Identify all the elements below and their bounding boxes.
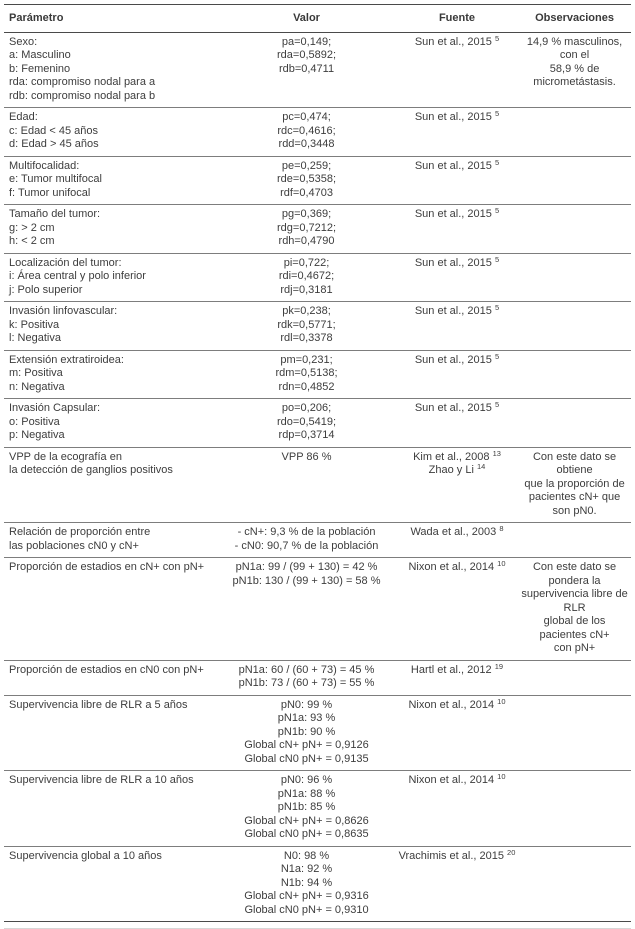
citation-text: Nixon et al., 2014 (408, 561, 495, 573)
citation-text: Sun et al., 2015 (414, 402, 492, 414)
text-line: pN1b: 73 / (60 + 73) = 55 % (238, 677, 375, 689)
text-line: pN1b: 130 / (99 + 130) = 58 % (232, 574, 381, 587)
citation (398, 157, 516, 174)
text-line: rdd=0,3448 (278, 138, 335, 150)
text-line: N1b: 94 % (280, 876, 333, 889)
citation-text: Sun et al., 2015 (414, 111, 492, 123)
text-line: d: Edad > 45 años (9, 138, 99, 150)
fuente-cell (396, 558, 518, 661)
fuente-cell (396, 156, 518, 205)
column-header-fuente: Fuente (396, 5, 518, 33)
column-header-observaciones: Observaciones (518, 5, 631, 33)
text-line: rda=0,5892; (277, 49, 337, 61)
observaciones-cell (518, 660, 631, 695)
observaciones-cell (518, 302, 631, 351)
citation (398, 402, 516, 416)
text-line: Relación de proporción entre (9, 526, 151, 538)
citation-text: Wada et al., 2003 (410, 526, 497, 538)
citation (398, 208, 516, 222)
text-line: j: Polo superior (9, 283, 83, 296)
table-row (4, 558, 631, 661)
observaciones-cell (518, 695, 631, 771)
text-line: Proporción de estadios en cN0 con pN+ (9, 663, 204, 676)
text-line: Global cN0 pN+ = 0,8635 (244, 828, 369, 840)
valor-cell (217, 205, 396, 254)
observaciones-cell (518, 156, 631, 205)
observaciones-cell (518, 447, 631, 523)
parametro-cell (4, 771, 217, 847)
fuente-cell (396, 302, 518, 351)
text-line: rdo=0,5419; (277, 415, 337, 428)
citation-ref-number: 10 (497, 772, 506, 781)
citation-ref-number: 14 (476, 462, 486, 471)
fuente-cell (396, 32, 518, 108)
text-line: i: Área central y polo inferior (9, 270, 146, 282)
text-line: global de los pacientes cN+ (539, 615, 610, 641)
text-line: pc=0,474; (282, 111, 331, 123)
text-line: l: Negativa (9, 332, 61, 344)
citation-ref-number: 10 (497, 696, 506, 706)
citation (398, 33, 516, 50)
citation-text: Sun et al., 2015 (414, 159, 492, 172)
valor-cell (217, 399, 396, 448)
citation-ref-number: 10 (497, 559, 506, 568)
table-row (4, 253, 631, 302)
table-row (4, 695, 631, 771)
fuente-cell (396, 399, 518, 448)
text-line: Global cN+ pN+ = 0,9316 (244, 890, 369, 902)
citation-ref-number: 5 (494, 254, 500, 264)
observaciones-cell (518, 771, 631, 847)
table-row (4, 350, 631, 399)
text-line: Con este dato se pondera la (532, 561, 617, 587)
text-line: b: Femenino (9, 62, 71, 75)
citation-ref-number: 13 (492, 448, 501, 458)
citation (398, 847, 516, 864)
citation-text: Kim et al., 2008 (413, 450, 490, 463)
text-line: pN1a: 88 % (277, 787, 336, 800)
text-line: e: Tumor multifocal (9, 173, 102, 185)
text-line: Global cN+ pN+ = 0,9126 (244, 739, 369, 751)
text-line: - cN+: 9,3 % de la población (237, 526, 376, 538)
text-line: Global cN0 pN+ = 0,9310 (244, 903, 369, 916)
valor-cell (217, 695, 396, 771)
valor-cell (217, 32, 396, 108)
table-row (4, 399, 631, 448)
table-body (4, 32, 631, 922)
text-line: rdp=0,3714 (278, 429, 335, 441)
text-line: Supervivencia libre de RLR a 5 años (9, 698, 188, 711)
text-line: pg=0,369; (281, 208, 332, 220)
table-row (4, 108, 631, 157)
citation-ref-number: 5 (494, 400, 500, 409)
text-line: - cN0: 90,7 % de la población (234, 539, 379, 552)
text-line: rda: compromiso nodal para a (9, 76, 156, 88)
citation-ref-number: 5 (494, 33, 500, 43)
citation-ref-number: 5 (494, 206, 500, 215)
parametro-cell (4, 302, 217, 351)
observaciones-cell (518, 350, 631, 399)
text-line: rdh=0,4790 (278, 235, 335, 247)
citation-ref-number: 5 (494, 303, 500, 312)
text-line: pN1a: 99 / (99 + 130) = 42 % (235, 561, 378, 573)
fuente-cell (396, 447, 518, 523)
parametro-cell (4, 558, 217, 661)
text-line: rdb=0,4711 (278, 62, 335, 75)
valor-cell (217, 302, 396, 351)
citation-ref-number: 5 (494, 109, 500, 118)
observaciones-cell (518, 399, 631, 448)
citation-text: Zhao y Li (428, 464, 474, 476)
citation-text: Sun et al., 2015 (414, 35, 492, 48)
text-line: VPP de la ecografía en (9, 450, 122, 463)
parametro-cell (4, 523, 217, 558)
citation (398, 448, 516, 465)
valor-cell (217, 350, 396, 399)
text-line: pi=0,722; (283, 256, 330, 269)
parametro-cell (4, 108, 217, 157)
text-line: a: Masculino (9, 49, 71, 61)
table-row (4, 523, 631, 558)
fuente-cell (396, 771, 518, 847)
valor-cell (217, 447, 396, 523)
valor-cell (217, 846, 396, 922)
text-line: Extensión extratiroidea: (9, 353, 124, 366)
table-row (4, 447, 631, 523)
citation (398, 526, 516, 540)
valor-cell (217, 771, 396, 847)
column-header-valor: Valor (217, 5, 396, 33)
table-row (4, 205, 631, 254)
text-line: rdm=0,5138; (275, 367, 338, 379)
text-line: pacientes cN+ que son pN0. (528, 491, 621, 517)
fuente-cell (396, 205, 518, 254)
citation-text: Sun et al., 2015 (414, 353, 492, 366)
citation-text: Hartl et al., 2012 (410, 663, 492, 676)
text-line: pN1a: 60 / (60 + 73) = 45 % (238, 663, 375, 676)
fuente-cell (396, 108, 518, 157)
text-line: Supervivencia libre de RLR a 10 años (9, 774, 194, 786)
table-row (4, 156, 631, 205)
citation-text: Nixon et al., 2014 (408, 774, 495, 786)
text-line: po=0,206; (281, 402, 332, 414)
observaciones-cell (518, 846, 631, 922)
table-row (4, 846, 631, 922)
text-line: Invasión Capsular: (9, 402, 101, 414)
parametro-cell (4, 350, 217, 399)
citation-ref-number: 8 (499, 524, 504, 533)
text-line: rdf=0,4703 (280, 186, 333, 199)
text-line: Tamaño del tumor: (9, 208, 101, 220)
header-row (4, 5, 631, 33)
text-line: pe=0,259; (281, 159, 332, 172)
observaciones-cell (518, 32, 631, 108)
text-line: rdn=0,4852 (278, 380, 335, 393)
valor-cell (217, 660, 396, 695)
parametro-cell (4, 253, 217, 302)
parametro-cell (4, 399, 217, 448)
valor-cell (217, 523, 396, 558)
observaciones-cell (518, 558, 631, 661)
citation-text: Sun et al., 2015 (414, 305, 492, 317)
parametro-cell (4, 695, 217, 771)
text-line: la detección de ganglios positivos (9, 464, 173, 476)
text-line: k: Positiva (9, 318, 60, 331)
text-line: las poblaciones cN0 y cN+ (9, 539, 139, 552)
text-line: c: Edad < 45 años (9, 124, 98, 137)
text-line: Con este dato se obtiene (532, 450, 617, 476)
citation (398, 696, 516, 713)
citation (398, 111, 516, 125)
text-line: Global cN0 pN+ = 0,9135 (244, 752, 369, 765)
observaciones-cell (518, 523, 631, 558)
column-header-parametro: Parámetro (4, 5, 217, 33)
text-line: rdj=0,3181 (280, 283, 333, 296)
table-header (4, 5, 631, 33)
citation-ref-number: 5 (494, 351, 500, 361)
citation-ref-number: 5 (494, 157, 500, 167)
citation (398, 305, 516, 319)
citation-text: Sun et al., 2015 (414, 208, 492, 220)
text-line: Proporción de estadios en cN+ con pN+ (9, 561, 205, 573)
text-line: N1a: 92 % (280, 863, 333, 875)
text-line: n: Negativa (9, 380, 65, 393)
text-line: 58,9 % de micrometástasis. (533, 62, 616, 88)
text-line: VPP 86 % (281, 450, 332, 463)
fuente-cell (396, 350, 518, 399)
text-line: rdk=0,5771; (277, 318, 336, 331)
citation-text: Nixon et al., 2014 (408, 698, 495, 711)
text-line: Multifocalidad: (9, 159, 80, 172)
valor-cell (217, 558, 396, 661)
text-line: pN1b: 90 % (277, 725, 336, 738)
text-line: pN0: 99 % (280, 698, 333, 711)
text-line: pk=0,238; (282, 305, 331, 317)
text-line: que la proporción de (524, 477, 625, 490)
parametro-cell (4, 32, 217, 108)
fuente-cell (396, 695, 518, 771)
text-line: pa=0,149; (281, 35, 332, 48)
citation (398, 661, 516, 678)
text-line: m: Positiva (9, 367, 63, 379)
citation (398, 254, 516, 271)
parametro-cell (4, 156, 217, 205)
parameters-table (4, 4, 631, 922)
text-line: Localización del tumor: (9, 256, 122, 269)
fuente-cell (396, 523, 518, 558)
citation-ref-number: 20 (507, 847, 516, 857)
parametro-cell (4, 660, 217, 695)
text-line: supervivencia libre de RLR (521, 588, 628, 614)
text-line: pN1a: 93 % (277, 712, 336, 724)
text-line: Edad: (9, 111, 38, 123)
observaciones-cell (518, 205, 631, 254)
table-row (4, 660, 631, 695)
text-line: Sexo: (9, 35, 38, 48)
text-line: f: Tumor unifocal (9, 186, 91, 199)
table-row (4, 771, 631, 847)
text-line: pm=0,231; (280, 353, 333, 366)
text-line: Supervivencia global a 10 años (9, 849, 162, 862)
text-line: rdc=0,4616; (277, 124, 336, 137)
text-line: rdl=0,3378 (280, 332, 333, 344)
text-line: rdi=0,4672; (278, 270, 335, 282)
citation-ref-number: 19 (494, 661, 504, 671)
valor-cell (217, 108, 396, 157)
text-line: o: Positiva (9, 415, 60, 428)
text-line: rdb: compromiso nodal para b (9, 89, 156, 102)
text-line: rde=0,5358; (277, 173, 337, 185)
valor-cell (217, 156, 396, 205)
observaciones-cell (518, 253, 631, 302)
text-line: pN0: 96 % (280, 774, 333, 786)
citation (398, 351, 516, 368)
fuente-cell (396, 660, 518, 695)
text-line: 14,9 % masculinos, con el (526, 35, 623, 61)
parametro-cell (4, 447, 217, 523)
text-line: Global cN+ pN+ = 0,8626 (244, 814, 369, 827)
text-line: con pN+ (553, 642, 596, 654)
parametro-cell (4, 205, 217, 254)
text-line: Invasión linfovascular: (9, 305, 118, 317)
fuente-cell (396, 253, 518, 302)
text-line: p: Negativa (9, 429, 65, 441)
text-line: g: > 2 cm (9, 221, 55, 234)
citation-text: Vrachimis et al., 2015 (398, 849, 504, 862)
observaciones-cell (518, 108, 631, 157)
parametro-cell (4, 846, 217, 922)
table-row (4, 302, 631, 351)
text-line: rdg=0,7212; (277, 221, 337, 234)
citation (398, 464, 516, 478)
citation (398, 561, 516, 575)
text-line: h: < 2 cm (9, 235, 55, 247)
valor-cell (217, 253, 396, 302)
table-row (4, 32, 631, 108)
text-line: N0: 98 % (283, 849, 330, 862)
citation-text: Sun et al., 2015 (414, 256, 492, 269)
fuente-cell (396, 846, 518, 922)
text-line: pN1b: 85 % (277, 801, 336, 813)
citation (398, 774, 516, 788)
